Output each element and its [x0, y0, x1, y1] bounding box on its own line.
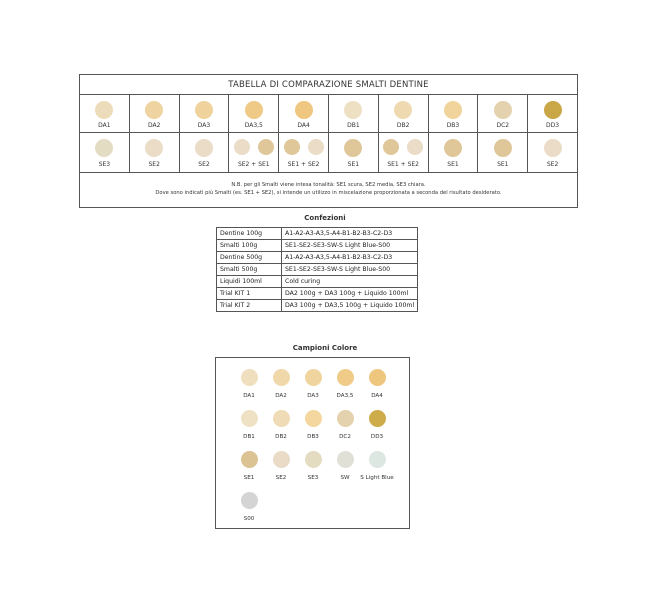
smalti-label: SE1 [497, 161, 509, 168]
color-swatch [241, 410, 258, 427]
color-swatch [383, 139, 399, 155]
dentine-label: DB1 [347, 122, 360, 129]
smalti-label: SE1 [447, 161, 459, 168]
color-swatch [544, 139, 562, 157]
color-swatch [344, 139, 362, 157]
table-row [217, 300, 418, 312]
package-name: Trial KIT 1 [217, 288, 282, 300]
smalti-cell [329, 133, 379, 172]
package-name: Liquidi 100ml [217, 276, 282, 288]
sample-label: SE3 [307, 475, 319, 481]
package-content: DA3 100g + DA3,5 100g + Liquido 100ml [282, 300, 418, 312]
confezioni-title: Confezioni [304, 214, 346, 222]
smalti-cell [478, 133, 528, 172]
smalti-cell [279, 133, 329, 172]
sample-label: S00 [243, 516, 255, 522]
color-swatch [494, 101, 512, 119]
color-swatch [195, 101, 213, 119]
color-swatch [258, 139, 274, 155]
dentine-label: DD3 [546, 122, 560, 129]
package-content: A1-A2-A3-A3,5-A4-B1-B2-B3-C2-D3 [282, 228, 418, 240]
color-swatch [305, 369, 322, 386]
dentine-label: DA4 [297, 122, 310, 129]
color-swatch [234, 139, 250, 155]
comparison-note [80, 173, 577, 197]
package-content: SE1-SE2-SE3-SW-S Light Blue-S00 [282, 240, 418, 252]
dentine-cell [478, 95, 528, 132]
smalti-row [80, 133, 577, 173]
confezioni-table [216, 227, 418, 312]
package-name: Smalti 500g [217, 264, 282, 276]
dentine-label: DA3 [197, 122, 211, 129]
dentine-cell [528, 95, 577, 132]
smalti-label: SE1 + SE2 [287, 161, 320, 168]
color-swatch [544, 101, 562, 119]
sample-label: DB2 [275, 434, 287, 440]
smalti-label: SE1 [347, 161, 360, 168]
table-row [217, 288, 418, 300]
package-name: Trial KIT 2 [217, 300, 282, 312]
color-swatch [241, 492, 258, 509]
package-name: Smalti 100g [217, 240, 282, 252]
package-content: SE1-SE2-SE3-SW-S Light Blue-S00 [282, 264, 418, 276]
color-swatch [305, 451, 322, 468]
smalti-cell [528, 133, 577, 172]
smalti-cell [229, 133, 279, 172]
dentine-label: DB3 [446, 122, 460, 129]
table-row [217, 240, 418, 252]
comparison-table [79, 74, 578, 208]
dentine-cell [229, 95, 279, 132]
color-swatch [407, 139, 423, 155]
campioni-box [215, 357, 410, 529]
smalti-label: SE2 [546, 161, 559, 168]
dentine-cell [379, 95, 429, 132]
color-swatch [295, 101, 313, 119]
sample-label: DC2 [339, 434, 351, 440]
sample-label: DA4 [371, 393, 383, 399]
color-swatch [284, 139, 300, 155]
color-swatch [245, 101, 263, 119]
campioni-title: Campioni Colore [292, 344, 358, 352]
sample-label: DD3 [370, 434, 384, 440]
sample-label: SW [340, 475, 350, 481]
color-swatch [444, 139, 462, 157]
color-swatch [95, 139, 113, 157]
dentine-cell [329, 95, 379, 132]
color-swatch [145, 101, 163, 119]
package-content: Cold curing [282, 276, 418, 288]
smalti-label: SE2 [148, 161, 160, 168]
package-content: A1-A2-A3-A3,5-A4-B1-B2-B3-C2-D3 [282, 252, 418, 264]
smalti-label: SE1 + SE2 [387, 161, 420, 168]
dentine-cell [80, 95, 130, 132]
sample-label: DB1 [243, 434, 255, 440]
dentine-cell [180, 95, 230, 132]
dentine-label: DA1 [98, 122, 111, 129]
dentine-label: DA3,5 [244, 122, 263, 129]
smalti-cell [130, 133, 180, 172]
color-swatch [241, 451, 258, 468]
color-swatch [195, 139, 213, 157]
smalti-cell [80, 133, 130, 172]
color-sample [357, 369, 397, 399]
note-line-2: Dove sono indicati più Smalti (es. SE1 + SE2), si intende un utilizzo in miscelazione proporzionata a seconda del risultato desiderato. [155, 190, 502, 196]
smalti-label: SE2 + SE1 [237, 161, 270, 168]
color-swatch [273, 410, 290, 427]
color-swatch [95, 101, 113, 119]
color-swatch [273, 369, 290, 386]
table-row [217, 276, 418, 288]
sample-label: DB3 [307, 434, 319, 440]
package-content: DA2 100g + DA3 100g + Liquido 100ml [282, 288, 418, 300]
color-swatch [369, 369, 386, 386]
sample-label: SE2 [275, 475, 287, 481]
dentine-cell [429, 95, 479, 132]
table-row [217, 264, 418, 276]
sample-label: DA3 [307, 393, 319, 399]
smalti-cell [429, 133, 479, 172]
color-swatch [494, 139, 512, 157]
dentine-cell [130, 95, 180, 132]
package-name: Dentine 100g [217, 228, 282, 240]
table-row [217, 252, 418, 264]
color-sample [229, 492, 269, 522]
color-swatch [344, 101, 362, 119]
color-swatch [273, 451, 290, 468]
color-swatch [337, 410, 354, 427]
color-swatch [145, 139, 163, 157]
color-swatch [369, 451, 386, 468]
comparison-title: TABELLA DI COMPARAZIONE SMALTI DENTINE [80, 75, 577, 95]
sample-label: DA3,5 [336, 393, 354, 399]
sample-label: DA2 [275, 393, 287, 399]
dentine-label: DC2 [496, 122, 510, 129]
table-row [217, 228, 418, 240]
color-sample [357, 410, 397, 440]
color-swatch [308, 139, 324, 155]
color-swatch [444, 101, 462, 119]
smalti-label: SE2 [198, 161, 210, 168]
dentine-cell [279, 95, 329, 132]
color-swatch [369, 410, 386, 427]
package-name: Dentine 500g [217, 252, 282, 264]
dentine-row [80, 95, 577, 133]
sample-label: DA1 [243, 393, 255, 399]
color-swatch [337, 451, 354, 468]
color-swatch [305, 410, 322, 427]
smalti-cell [180, 133, 230, 172]
color-swatch [394, 101, 412, 119]
note-line-1: N.B. per gli Smalti viene intesa tonalità: SE1 scura, SE2 media, SE3 chiara. [231, 182, 426, 188]
smalti-label: SE3 [98, 161, 111, 168]
sample-label: SE1 [243, 475, 255, 481]
smalti-cell [379, 133, 429, 172]
color-sample [357, 451, 397, 481]
color-swatch [241, 369, 258, 386]
dentine-label: DB2 [396, 122, 410, 129]
dentine-label: DA2 [147, 122, 161, 129]
color-swatch [337, 369, 354, 386]
sample-label: S Light Blue [360, 475, 394, 481]
